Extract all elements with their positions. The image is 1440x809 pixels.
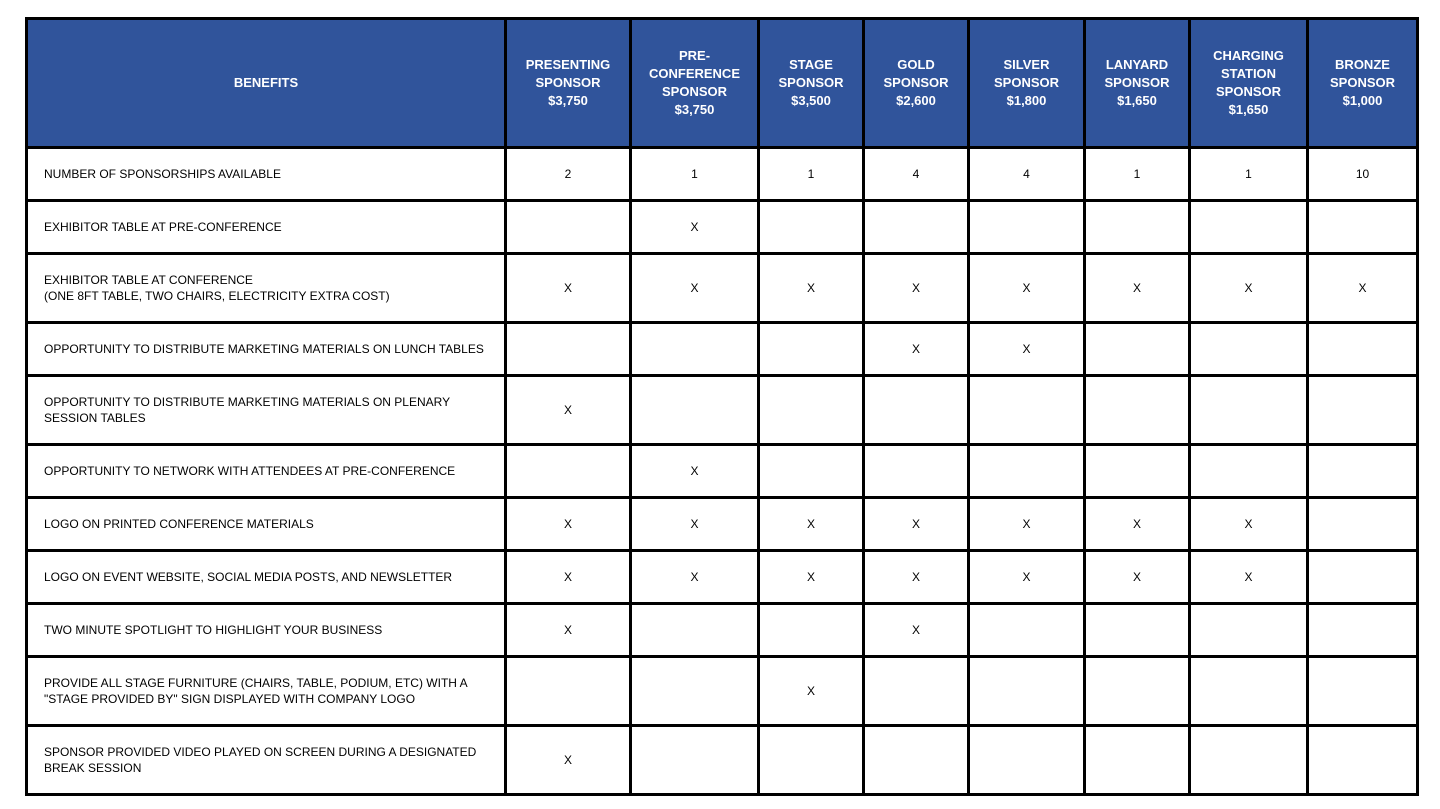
- table-cell: X: [1085, 551, 1190, 604]
- benefit-label: [27, 445, 506, 498]
- benefit-label-line: LOGO ON EVENT WEBSITE, SOCIAL MEDIA POSTS, AND NEWSLETTER: [44, 570, 453, 584]
- table-cell: [864, 657, 969, 726]
- table-cell: X: [864, 498, 969, 551]
- benefit-label-line: EXHIBITOR TABLE AT CONFERENCE: [44, 273, 253, 287]
- table-cell: 4: [864, 148, 969, 201]
- table-cell: X: [969, 254, 1085, 323]
- table-cell: [1308, 551, 1418, 604]
- table-cell: X: [631, 498, 759, 551]
- table-cell: X: [1190, 498, 1308, 551]
- benefit-label-line: SESSION TABLES: [44, 411, 146, 425]
- table-cell: [864, 201, 969, 254]
- header-price: $2,600: [896, 93, 936, 108]
- table-cell: X: [631, 445, 759, 498]
- table-cell: X: [1308, 254, 1418, 323]
- table-row: [27, 376, 1418, 445]
- header-line: CONFERENCE: [648, 66, 740, 81]
- table-cell: [864, 445, 969, 498]
- table-cell: 4: [969, 148, 1085, 201]
- table-cell: [759, 376, 864, 445]
- table-cell: [969, 604, 1085, 657]
- header-line: SPONSOR: [1215, 84, 1281, 99]
- header-line: GOLD: [897, 57, 935, 72]
- table-cell: [1308, 726, 1418, 795]
- table-cell: [631, 323, 759, 376]
- sponsorship-benefits-table: [25, 17, 1419, 796]
- header-line: SPONSOR: [1329, 75, 1395, 90]
- table-cell: [1085, 445, 1190, 498]
- table-cell: 2: [506, 148, 631, 201]
- header-price: $1,800: [1006, 93, 1047, 108]
- table-cell: X: [969, 323, 1085, 376]
- header-benefits: [27, 19, 506, 148]
- benefit-label: [27, 254, 506, 323]
- table-cell: X: [631, 254, 759, 323]
- header-charging-station-sponsor: [1190, 19, 1308, 148]
- table-cell: [969, 726, 1085, 795]
- table-cell: [1190, 657, 1308, 726]
- table-cell: X: [864, 604, 969, 657]
- table-row: [27, 551, 1418, 604]
- benefit-label: [27, 657, 506, 726]
- table-cell: X: [1085, 498, 1190, 551]
- table-cell: 1: [1085, 148, 1190, 201]
- table-cell: [969, 445, 1085, 498]
- table-cell: X: [864, 323, 969, 376]
- table-cell: [759, 726, 864, 795]
- table-cell: [631, 657, 759, 726]
- table-cell: [1308, 323, 1418, 376]
- table-cell: [1308, 498, 1418, 551]
- header-stage-sponsor: [759, 19, 864, 148]
- benefit-label: [27, 323, 506, 376]
- header-price: $3,750: [548, 93, 588, 108]
- table-cell: 10: [1308, 148, 1418, 201]
- table-cell: X: [506, 498, 631, 551]
- table-cell: X: [759, 551, 864, 604]
- header-line: LANYARD: [1105, 57, 1169, 72]
- table-cell: [969, 201, 1085, 254]
- header-row: [27, 19, 1418, 148]
- header-price: $3,750: [674, 102, 715, 117]
- table-cell: X: [1190, 254, 1308, 323]
- table-cell: 1: [759, 148, 864, 201]
- benefit-label: [27, 604, 506, 657]
- header-gold-sponsor: [864, 19, 969, 148]
- table-cell: 1: [631, 148, 759, 201]
- table-cell: [1190, 201, 1308, 254]
- table-cell: [1190, 726, 1308, 795]
- header-presenting-sponsor: [506, 19, 631, 148]
- table-cell: X: [759, 498, 864, 551]
- header-line: PRE-: [678, 48, 711, 63]
- header-line: STATION: [1220, 66, 1277, 81]
- table-row: [27, 148, 1418, 201]
- table-cell: [969, 657, 1085, 726]
- benefit-label-line: SPONSOR PROVIDED VIDEO PLAYED ON SCREEN DURING A DESIGNATED: [44, 745, 477, 759]
- benefit-label-line: LOGO ON PRINTED CONFERENCE MATERIALS: [44, 517, 314, 531]
- table-row: [27, 604, 1418, 657]
- table-row: [27, 726, 1418, 795]
- table-cell: X: [506, 551, 631, 604]
- table-row: [27, 254, 1418, 323]
- table-cell: [1085, 201, 1190, 254]
- table-cell: [631, 376, 759, 445]
- header-price: $1,650: [1228, 102, 1269, 117]
- table-cell: X: [506, 254, 631, 323]
- table-cell: X: [506, 376, 631, 445]
- benefit-label: [27, 201, 506, 254]
- table-cell: [1085, 604, 1190, 657]
- table-cell: [1085, 657, 1190, 726]
- benefit-label-line: NUMBER OF SPONSORSHIPS AVAILABLE: [44, 167, 281, 181]
- table-cell: [506, 657, 631, 726]
- table-cell: [1190, 604, 1308, 657]
- benefit-label-line: TWO MINUTE SPOTLIGHT TO HIGHLIGHT YOUR BUSINESS: [44, 623, 383, 637]
- benefit-label: [27, 726, 506, 795]
- table-cell: [506, 445, 631, 498]
- benefit-label: [27, 551, 506, 604]
- table-row: [27, 323, 1418, 376]
- table-cell: [506, 201, 631, 254]
- header-bronze-sponsor: [1308, 19, 1418, 148]
- table-cell: [1190, 323, 1308, 376]
- header-line: STAGE: [789, 57, 833, 72]
- benefit-label: [27, 148, 506, 201]
- header-line: SPONSOR: [883, 75, 949, 90]
- header-pre-conference-sponsor: [631, 19, 759, 148]
- table-cell: [759, 445, 864, 498]
- header-price: $3,500: [791, 93, 831, 108]
- table-cell: [1085, 726, 1190, 795]
- table-row: [27, 498, 1418, 551]
- header-line: BRONZE: [1335, 57, 1390, 72]
- table-cell: X: [506, 604, 631, 657]
- table-row: [27, 657, 1418, 726]
- table-cell: [1308, 376, 1418, 445]
- table-cell: [1308, 445, 1418, 498]
- table-cell: X: [631, 551, 759, 604]
- benefit-label-line: OPPORTUNITY TO DISTRIBUTE MARKETING MATERIALS ON PLENARY: [44, 395, 451, 409]
- table-cell: [759, 201, 864, 254]
- table-cell: [969, 376, 1085, 445]
- header-price: $1,000: [1342, 93, 1383, 108]
- header-line: CHARGING: [1213, 48, 1284, 63]
- table-cell: X: [1190, 551, 1308, 604]
- benefit-label-line: (ONE 8FT TABLE, TWO CHAIRS, ELECTRICITY EXTRA COST): [44, 289, 390, 303]
- table-cell: [631, 604, 759, 657]
- header-price: $1,650: [1117, 93, 1157, 108]
- table-cell: [1308, 604, 1418, 657]
- table-cell: X: [631, 201, 759, 254]
- header-line: SPONSOR: [1104, 75, 1170, 90]
- table-cell: [1308, 657, 1418, 726]
- benefit-label-line: BREAK SESSION: [44, 761, 142, 775]
- table-cell: 1: [1190, 148, 1308, 201]
- benefit-label-line: PROVIDE ALL STAGE FURNITURE (CHAIRS, TABLE, PODIUM, ETC) WITH A: [44, 676, 468, 690]
- benefit-label-line: OPPORTUNITY TO DISTRIBUTE MARKETING MATERIALS ON LUNCH TABLES: [44, 342, 484, 356]
- benefit-label-line: "STAGE PROVIDED BY" SIGN DISPLAYED WITH COMPANY LOGO: [44, 692, 416, 706]
- table-cell: [1085, 376, 1190, 445]
- table-cell: X: [864, 551, 969, 604]
- table-cell: X: [1085, 254, 1190, 323]
- table-cell: X: [759, 657, 864, 726]
- table-row: [27, 445, 1418, 498]
- table-cell: [1085, 323, 1190, 376]
- table-row: [27, 201, 1418, 254]
- table-cell: X: [969, 551, 1085, 604]
- table-cell: [1190, 376, 1308, 445]
- header-line: SPONSOR: [535, 75, 601, 90]
- header-line: PRESENTING: [525, 57, 611, 72]
- table-cell: [506, 323, 631, 376]
- table-cell: [864, 726, 969, 795]
- header-silver-sponsor: [969, 19, 1085, 148]
- header-benefits-label: BENEFITS: [233, 75, 299, 90]
- header-line: SPONSOR: [778, 75, 844, 90]
- table-cell: X: [864, 254, 969, 323]
- benefit-label: [27, 376, 506, 445]
- table-cell: X: [969, 498, 1085, 551]
- table-cell: [1308, 201, 1418, 254]
- header-line: SPONSOR: [993, 75, 1059, 90]
- table-cell: [759, 323, 864, 376]
- table-cell: X: [506, 726, 631, 795]
- table-cell: X: [759, 254, 864, 323]
- table-cell: [759, 604, 864, 657]
- benefit-label-line: EXHIBITOR TABLE AT PRE-CONFERENCE: [44, 220, 282, 234]
- benefit-label-line: OPPORTUNITY TO NETWORK WITH ATTENDEES AT PRE-CONFERENCE: [44, 464, 456, 478]
- benefit-label: [27, 498, 506, 551]
- table-cell: [864, 376, 969, 445]
- table-cell: [631, 726, 759, 795]
- header-line: SILVER: [1003, 57, 1050, 72]
- header-line: SPONSOR: [661, 84, 727, 99]
- table-cell: [1190, 445, 1308, 498]
- header-lanyard-sponsor: [1085, 19, 1190, 148]
